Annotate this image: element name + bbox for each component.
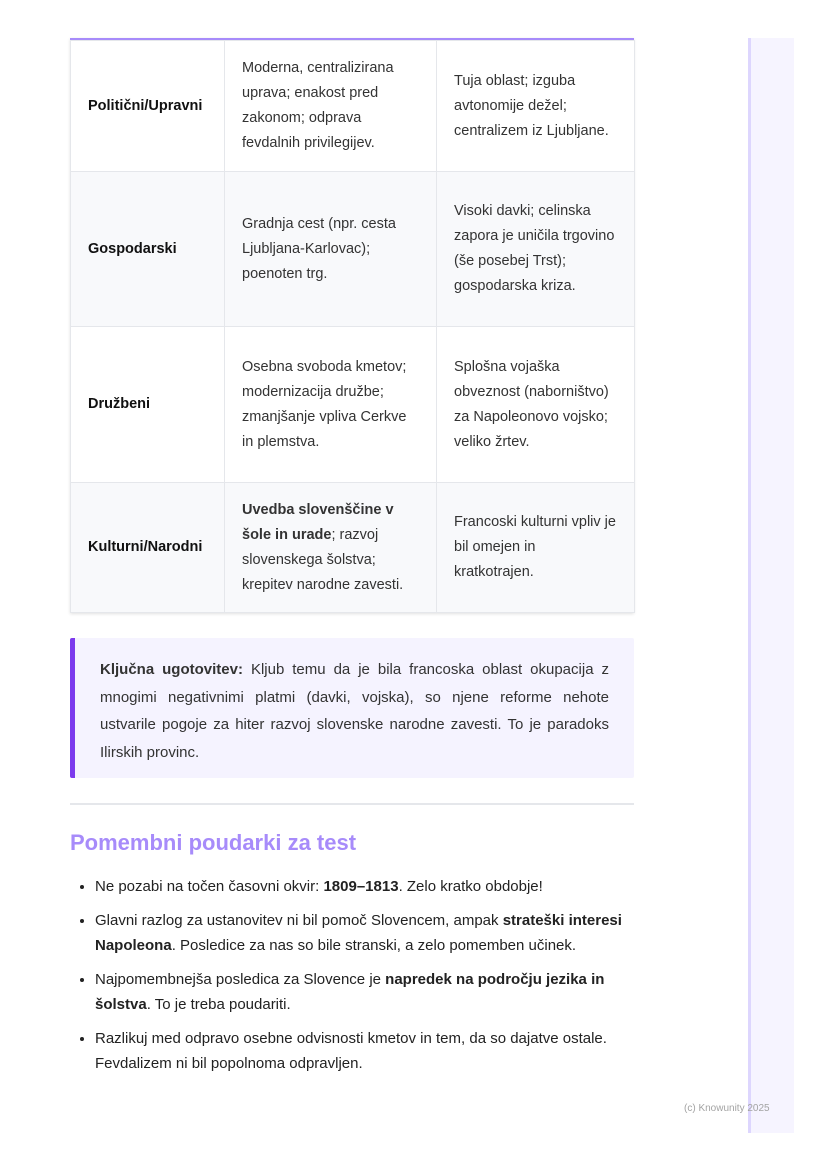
item-text: . Posledice za nas so bile stranski, a zelo pomemben učinek. <box>171 937 577 954</box>
negative-cell: Tuja oblast; izguba avtonomije dežel; centralizem iz Ljubljane. <box>437 41 635 172</box>
key-finding-callout <box>70 638 634 778</box>
positive-cell <box>225 41 437 172</box>
positive-text: ; razvoj slovenskega šolstva; krepitev narodne zavesti. <box>242 526 404 593</box>
positive-text: Moderna, centralizirana uprava; enakost pred zakonom; odprava fevdalnih privilegijev. <box>242 60 394 151</box>
aspect-cell: Kulturni/Narodni <box>71 483 225 613</box>
list-item <box>95 1026 655 1076</box>
positive-text-bold: Uvedba slovenščine v šole in urade <box>242 501 394 543</box>
table-row <box>71 483 635 613</box>
section-heading: Pomembni poudarki za test <box>70 830 357 855</box>
positive-cell <box>225 483 437 613</box>
item-text: Razlikuj med odpravo osebne odvisnosti kmetov in tem, da so dajatve ostale. Fevdalizem ni bil popolnoma odpravljen. <box>95 1030 607 1072</box>
item-text: Glavni razlog za ustanovitev ni bil pomoč Slovencem, ampak <box>95 912 503 929</box>
callout-text <box>100 656 609 766</box>
positive-text: Osebna svoboda kmetov; modernizacija družbe; zmanjšanje vpliva Cerkve in plemstva. <box>242 358 407 450</box>
tips-list <box>70 874 655 1085</box>
item-text: . Zelo kratko obdobje! <box>398 878 543 895</box>
positive-text: Gradnja cest (npr. cesta Ljubljana-Karlovac); poenoten trg. <box>242 215 396 282</box>
comparison-table <box>70 38 634 613</box>
copyright-text: (c) Knowunity 2025 <box>684 1103 770 1114</box>
table-row <box>71 41 635 172</box>
aspect-cell: Gospodarski <box>71 172 225 327</box>
table-row <box>71 172 635 327</box>
item-text-bold: strateški interesi Napoleona <box>95 912 622 954</box>
item-text-bold: napredek na področju jezika in šolstva <box>95 971 605 1013</box>
list-item <box>95 908 655 958</box>
item-text: Ne pozabi na točen časovni okvir: <box>95 878 324 895</box>
callout-body: Kljub temu da je bila francoska oblast okupacija z mnogimi negativnimi platmi (davki, vojska), so njene reforme nehote ustvarile pogoje za hiter razvoj slovenske narodne zavesti. To je paradoks Ilirskih provinc. <box>100 661 609 761</box>
list-item <box>95 874 655 899</box>
item-text-bold: 1809–1813 <box>323 878 399 895</box>
negative-cell: Francoski kulturni vpliv je bil omejen in kratkotrajen. <box>437 483 635 613</box>
callout-label: Ključna ugotovitev: <box>100 661 243 678</box>
positive-cell <box>225 327 437 483</box>
side-panel <box>748 38 794 1133</box>
item-text: Najpomembnejša posledica za Slovence je <box>95 971 386 988</box>
negative-cell: Visoki davki; celinska zapora je uničila trgovino (še posebej Trst); gospodarska kriza. <box>437 172 635 327</box>
divider <box>70 803 634 805</box>
positive-cell <box>225 172 437 327</box>
negative-cell: Splošna vojaška obveznost (naborništvo) za Napoleonovo vojsko; veliko žrtev. <box>437 327 635 483</box>
aspect-cell: Politični/Upravni <box>71 41 225 172</box>
list-item <box>95 967 655 1017</box>
table-row <box>71 327 635 483</box>
aspect-cell: Družbeni <box>71 327 225 483</box>
item-text: . To je treba poudariti. <box>146 996 291 1013</box>
